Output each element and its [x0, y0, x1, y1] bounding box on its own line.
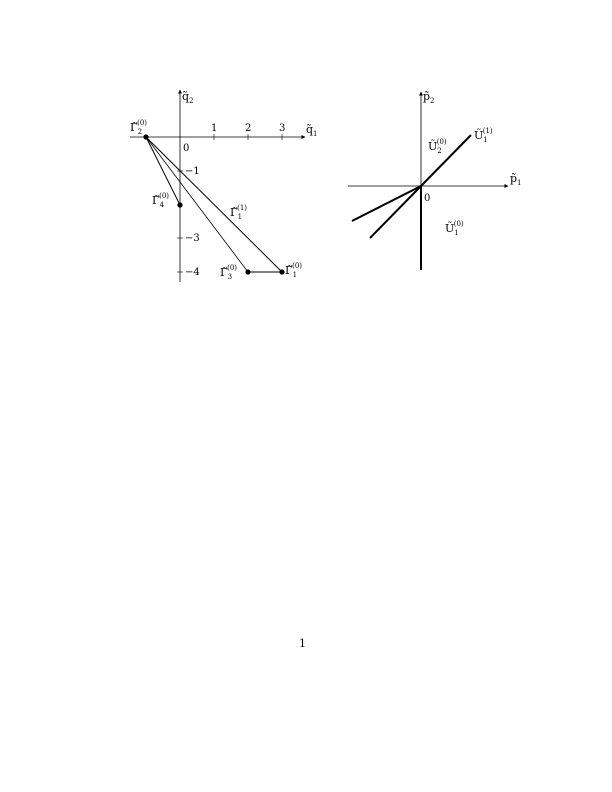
label-gamma1-1: $\Gammã_1(1)$ — [230, 204, 248, 221]
x-tick-3: 3 — [279, 123, 286, 134]
label-gamma2: $\Gammã_2(0)$ — [130, 119, 148, 136]
x-tick-1: 1 — [211, 123, 218, 134]
vertex-gamma1 — [279, 269, 284, 274]
origin-label-left: 0 — [183, 143, 190, 154]
x-tick-2: 2 — [245, 123, 252, 134]
ray-lower-left-1 — [352, 186, 421, 221]
q1-axis-label: $q̃_1$ — [306, 123, 318, 138]
vertex-gamma2 — [143, 134, 148, 139]
p1-axis-label: $p̃_1$ — [510, 172, 522, 187]
page-number: 1 — [299, 637, 306, 650]
q2-axis-label: $q̃_2$ — [182, 90, 194, 105]
label-gamma3: $\Gammã_3(0)$ — [220, 264, 238, 281]
left-diagram — [130, 90, 318, 282]
p2-axis-label: $p̃_2$ — [423, 90, 435, 105]
ray-lower-left-2 — [370, 186, 421, 238]
right-diagram — [348, 90, 522, 270]
y-tick-m3: −3 — [185, 233, 200, 244]
label-u1-0: $Ũ_1(0)$ — [445, 220, 464, 237]
origin-label-right: 0 — [424, 193, 431, 204]
label-gamma1: $\Gammã_1(0)$ — [285, 262, 303, 279]
y-tick-m1: −1 — [185, 166, 200, 177]
label-u1-1: $Ũ_1(1)$ — [474, 127, 493, 144]
label-u2-0: $Ũ_2(0)$ — [428, 138, 447, 155]
vertex-gamma4 — [177, 202, 182, 207]
vertex-gamma3 — [245, 269, 250, 274]
edge-gamma1-1 — [146, 137, 282, 272]
y-tick-m4: −4 — [185, 267, 200, 278]
label-gamma4: $\Gammã_4(0)$ — [152, 192, 170, 209]
